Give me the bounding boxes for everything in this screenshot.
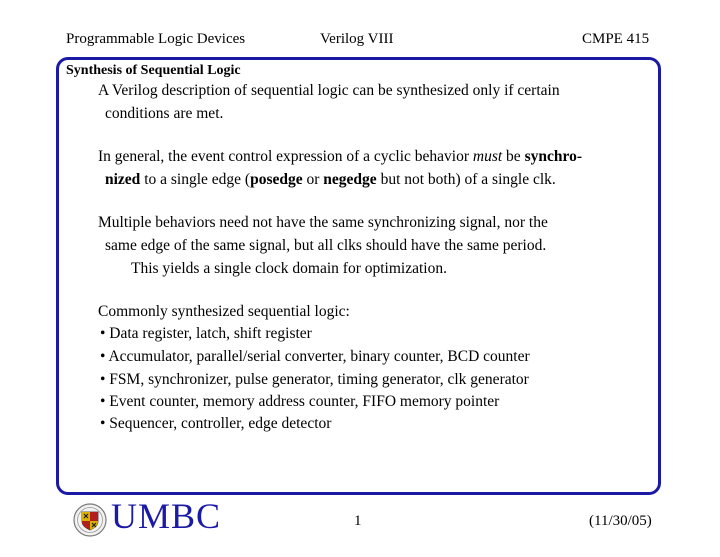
- list-item: • FSM, synchronizer, pulse generator, timing generator, clk generator: [100, 371, 529, 388]
- slide-title: Synthesis of Sequential Logic: [66, 63, 241, 78]
- p3-line1: Multiple behaviors need not have the same synchronizing signal, nor the: [98, 214, 548, 231]
- p3-line3: This yields a single clock domain for optimization.: [131, 260, 447, 277]
- list-item: • Event counter, memory address counter, FIFO memory pointer: [100, 393, 500, 410]
- p2-line1: [98, 147, 582, 167]
- p1-line2: conditions are met.: [105, 105, 224, 122]
- p2-must: must: [472, 148, 503, 165]
- p2-negedge: negedge: [323, 171, 377, 188]
- list-item: • Data register, latch, shift register: [100, 325, 312, 342]
- p2-text-e: but not both) of a single clk.: [376, 171, 556, 188]
- p2-text-d: or: [302, 171, 324, 188]
- umbc-seal-icon: [73, 503, 107, 537]
- list-item: • Accumulator, parallel/serial converter, binary counter, BCD counter: [100, 348, 530, 365]
- header-topic: Verilog VIII: [320, 31, 394, 47]
- p2-nized: nized: [105, 171, 141, 188]
- header-course-code: CMPE 415: [582, 31, 650, 47]
- p4-intro: Commonly synthesized sequential logic:: [98, 303, 350, 320]
- p2-text-a: In general, the event control expression of a cyclic behavior: [98, 148, 473, 165]
- p1-line1: A Verilog description of sequential logic can be synthesized only if certain: [98, 82, 560, 99]
- slide-date: (11/30/05): [589, 513, 652, 529]
- p2-line2: [105, 170, 556, 190]
- p2-text-c: to a single edge (: [140, 171, 251, 188]
- list-item: • Sequencer, controller, edge detector: [100, 415, 332, 432]
- p3-line2: same edge of the same signal, but all clks should have the same period.: [105, 237, 547, 254]
- p2-posedge: posedge: [250, 171, 303, 188]
- p2-text-b: be: [502, 148, 525, 165]
- p2-synchro: synchro-: [524, 148, 582, 165]
- header-course: Programmable Logic Devices: [66, 31, 246, 47]
- page-number: 1: [354, 513, 362, 529]
- umbc-wordmark: UMBC: [111, 496, 222, 536]
